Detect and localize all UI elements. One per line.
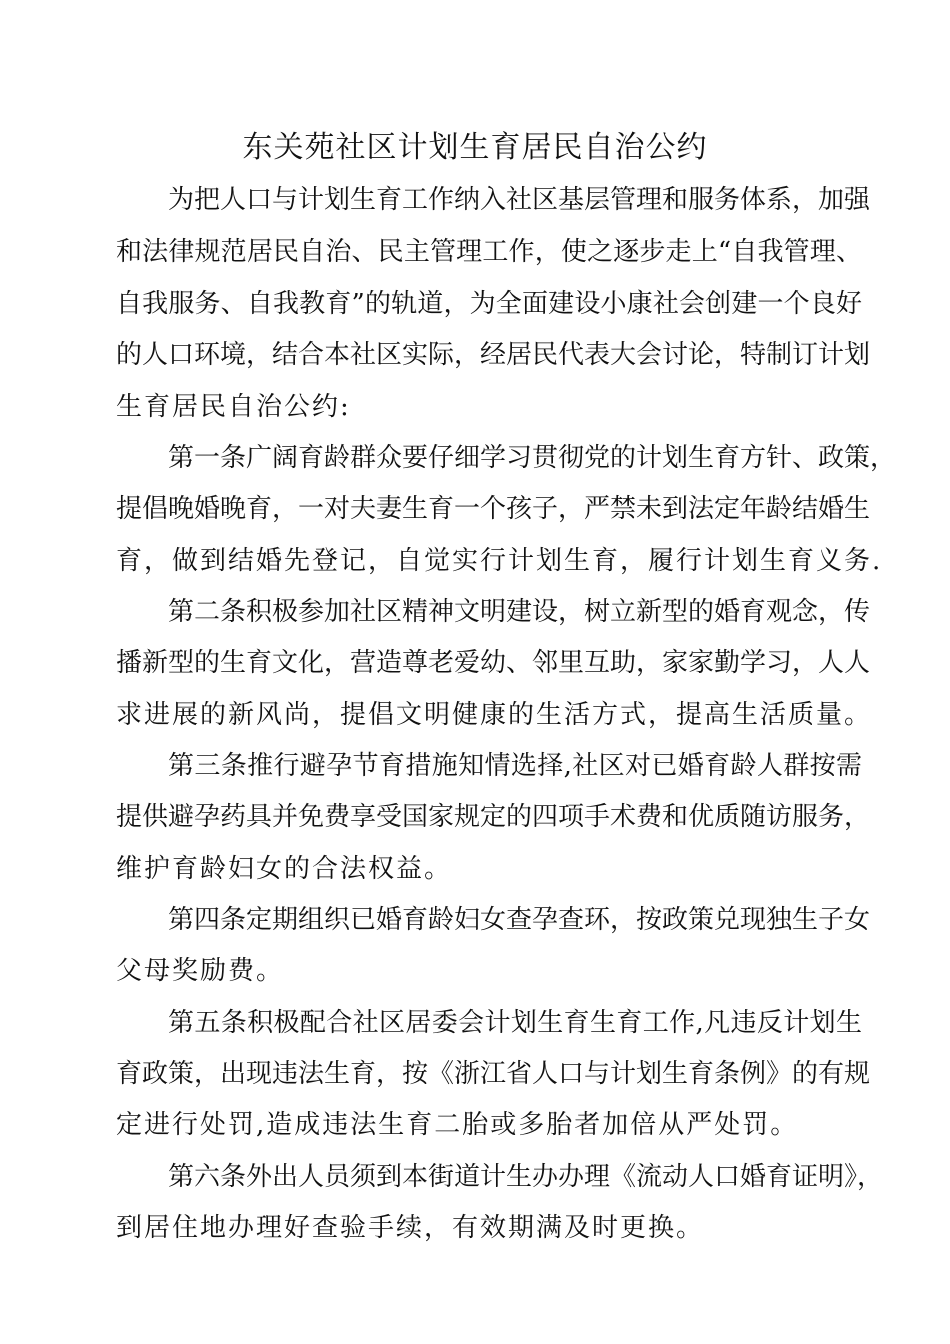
paragraph-line: 第六条外出人员须到本街道计生办办理《流动人口婚育证明》， bbox=[168, 1162, 884, 1192]
paragraph-line: 和法律规范居民自治、民主管理工作，使之逐步走上“自我管理、 bbox=[116, 237, 862, 267]
paragraph-line: 提倡晚婚晚育，一对夫妻生育一个孩子，严禁未到法定年龄结婚生 bbox=[116, 494, 871, 524]
document-title: 东关苑社区计划生育居民自治公约 bbox=[242, 130, 708, 165]
paragraph-line: 第四条定期组织已婚育龄妇女查孕查环，按政策兑现独生子女 bbox=[168, 905, 871, 935]
paragraph-line: 第五条积极配合社区居委会计划生育生育工作,凡违反计划生 bbox=[168, 1008, 862, 1038]
paragraph-line: 求进展的新风尚，提倡文明健康的生活方式，提高生活质量。 bbox=[116, 700, 873, 730]
paragraph-line: 播新型的生育文化，营造尊老爱幼、邻里互助，家家勤学习，人人 bbox=[116, 648, 871, 678]
paragraph-line: 提供避孕药具并免费享受国家规定的四项手术费和优质随访服务， bbox=[116, 802, 871, 832]
paragraph-line: 到居住地办理好查验手续，有效期满及时更换。 bbox=[116, 1213, 705, 1243]
paragraph-line: 第三条推行避孕节育措施知情选择,社区对已婚育龄人群按需 bbox=[168, 751, 862, 781]
paragraph-line: 定进行处罚,造成违法生育二胎或多胎者加倍从严处罚。 bbox=[116, 1110, 799, 1140]
paragraph-line: 第二条积极参加社区精神文明建设，树立新型的婚育观念，传 bbox=[168, 597, 871, 627]
paragraph-line: 育政策，出现违法生育，按《浙江省人口与计划生育条例》的有规 bbox=[116, 1059, 871, 1089]
paragraph-line: 为把人口与计划生育工作纳入社区基层管理和服务体系，加强 bbox=[168, 185, 871, 215]
paragraph-line: 父母奖励费。 bbox=[116, 956, 285, 986]
paragraph-line: 第一条广阔育龄群众要仔细学习贯彻党的计划生育方针、政策， bbox=[168, 443, 897, 473]
paragraph-line: 的人口环境，结合本社区实际，经居民代表大会讨论，特制订计划 bbox=[116, 340, 871, 370]
paragraph-line: 自我服务、自我教育”的轨道，为全面建设小康社会创建一个良好 bbox=[116, 289, 862, 319]
paragraph-line: 育，做到结婚先登记，自觉实行计划生育，履行计划生育义务. bbox=[116, 546, 883, 576]
paragraph-line: 维护育龄妇女的合法权益。 bbox=[116, 854, 453, 884]
paragraph-line: 生育居民自治公约: bbox=[116, 392, 351, 422]
